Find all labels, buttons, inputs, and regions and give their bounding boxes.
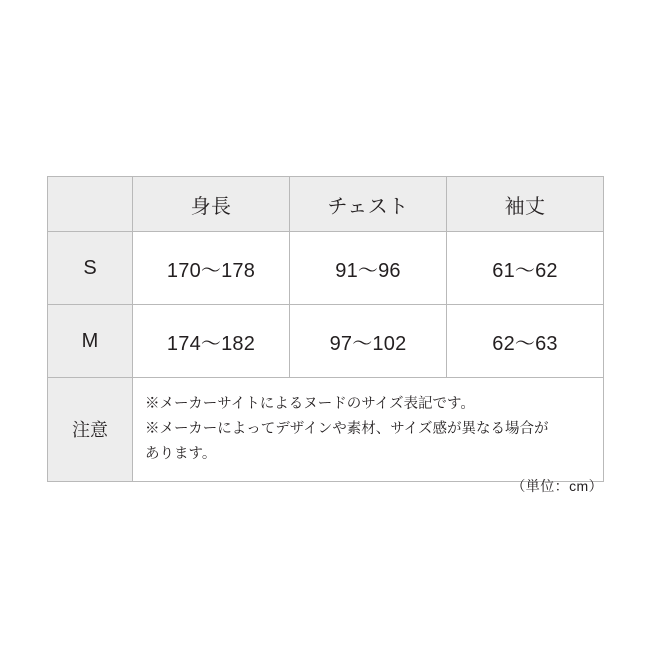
row-label-note: 注意 xyxy=(48,378,133,482)
table-row xyxy=(48,305,604,378)
cell-m-chest: 97〜102 xyxy=(290,305,447,378)
table-header-row xyxy=(48,177,604,232)
column-header-sleeve: 袖丈 xyxy=(447,177,604,232)
column-header-chest: チェスト xyxy=(290,177,447,232)
column-header-height: 身長 xyxy=(133,177,290,232)
cell-m-sleeve: 62〜63 xyxy=(447,305,604,378)
cell-s-height: 170〜178 xyxy=(133,232,290,305)
size-table-header xyxy=(48,177,604,232)
note-line-2: ※メーカーによってデザインや素材、サイズ感が異なる場合が xyxy=(145,420,549,437)
unit-note: （単位：cm） xyxy=(511,478,603,494)
row-label-s: S xyxy=(48,232,133,305)
table-note-row xyxy=(48,378,604,482)
note-line-1: ※メーカーサイトによるヌードのサイズ表記です。 xyxy=(145,396,475,412)
row-label-m: M xyxy=(48,305,133,378)
cell-m-height: 174〜182 xyxy=(133,305,290,378)
note-line-3: あります。 xyxy=(145,445,217,462)
size-table xyxy=(47,176,604,482)
cell-s-chest: 91〜96 xyxy=(290,232,447,305)
size-table-container xyxy=(47,176,603,482)
cell-s-sleeve: 61〜62 xyxy=(447,232,604,305)
size-table-body xyxy=(48,232,604,482)
table-corner-cell xyxy=(48,177,133,232)
note-text-block xyxy=(133,378,604,482)
table-row xyxy=(48,232,604,305)
